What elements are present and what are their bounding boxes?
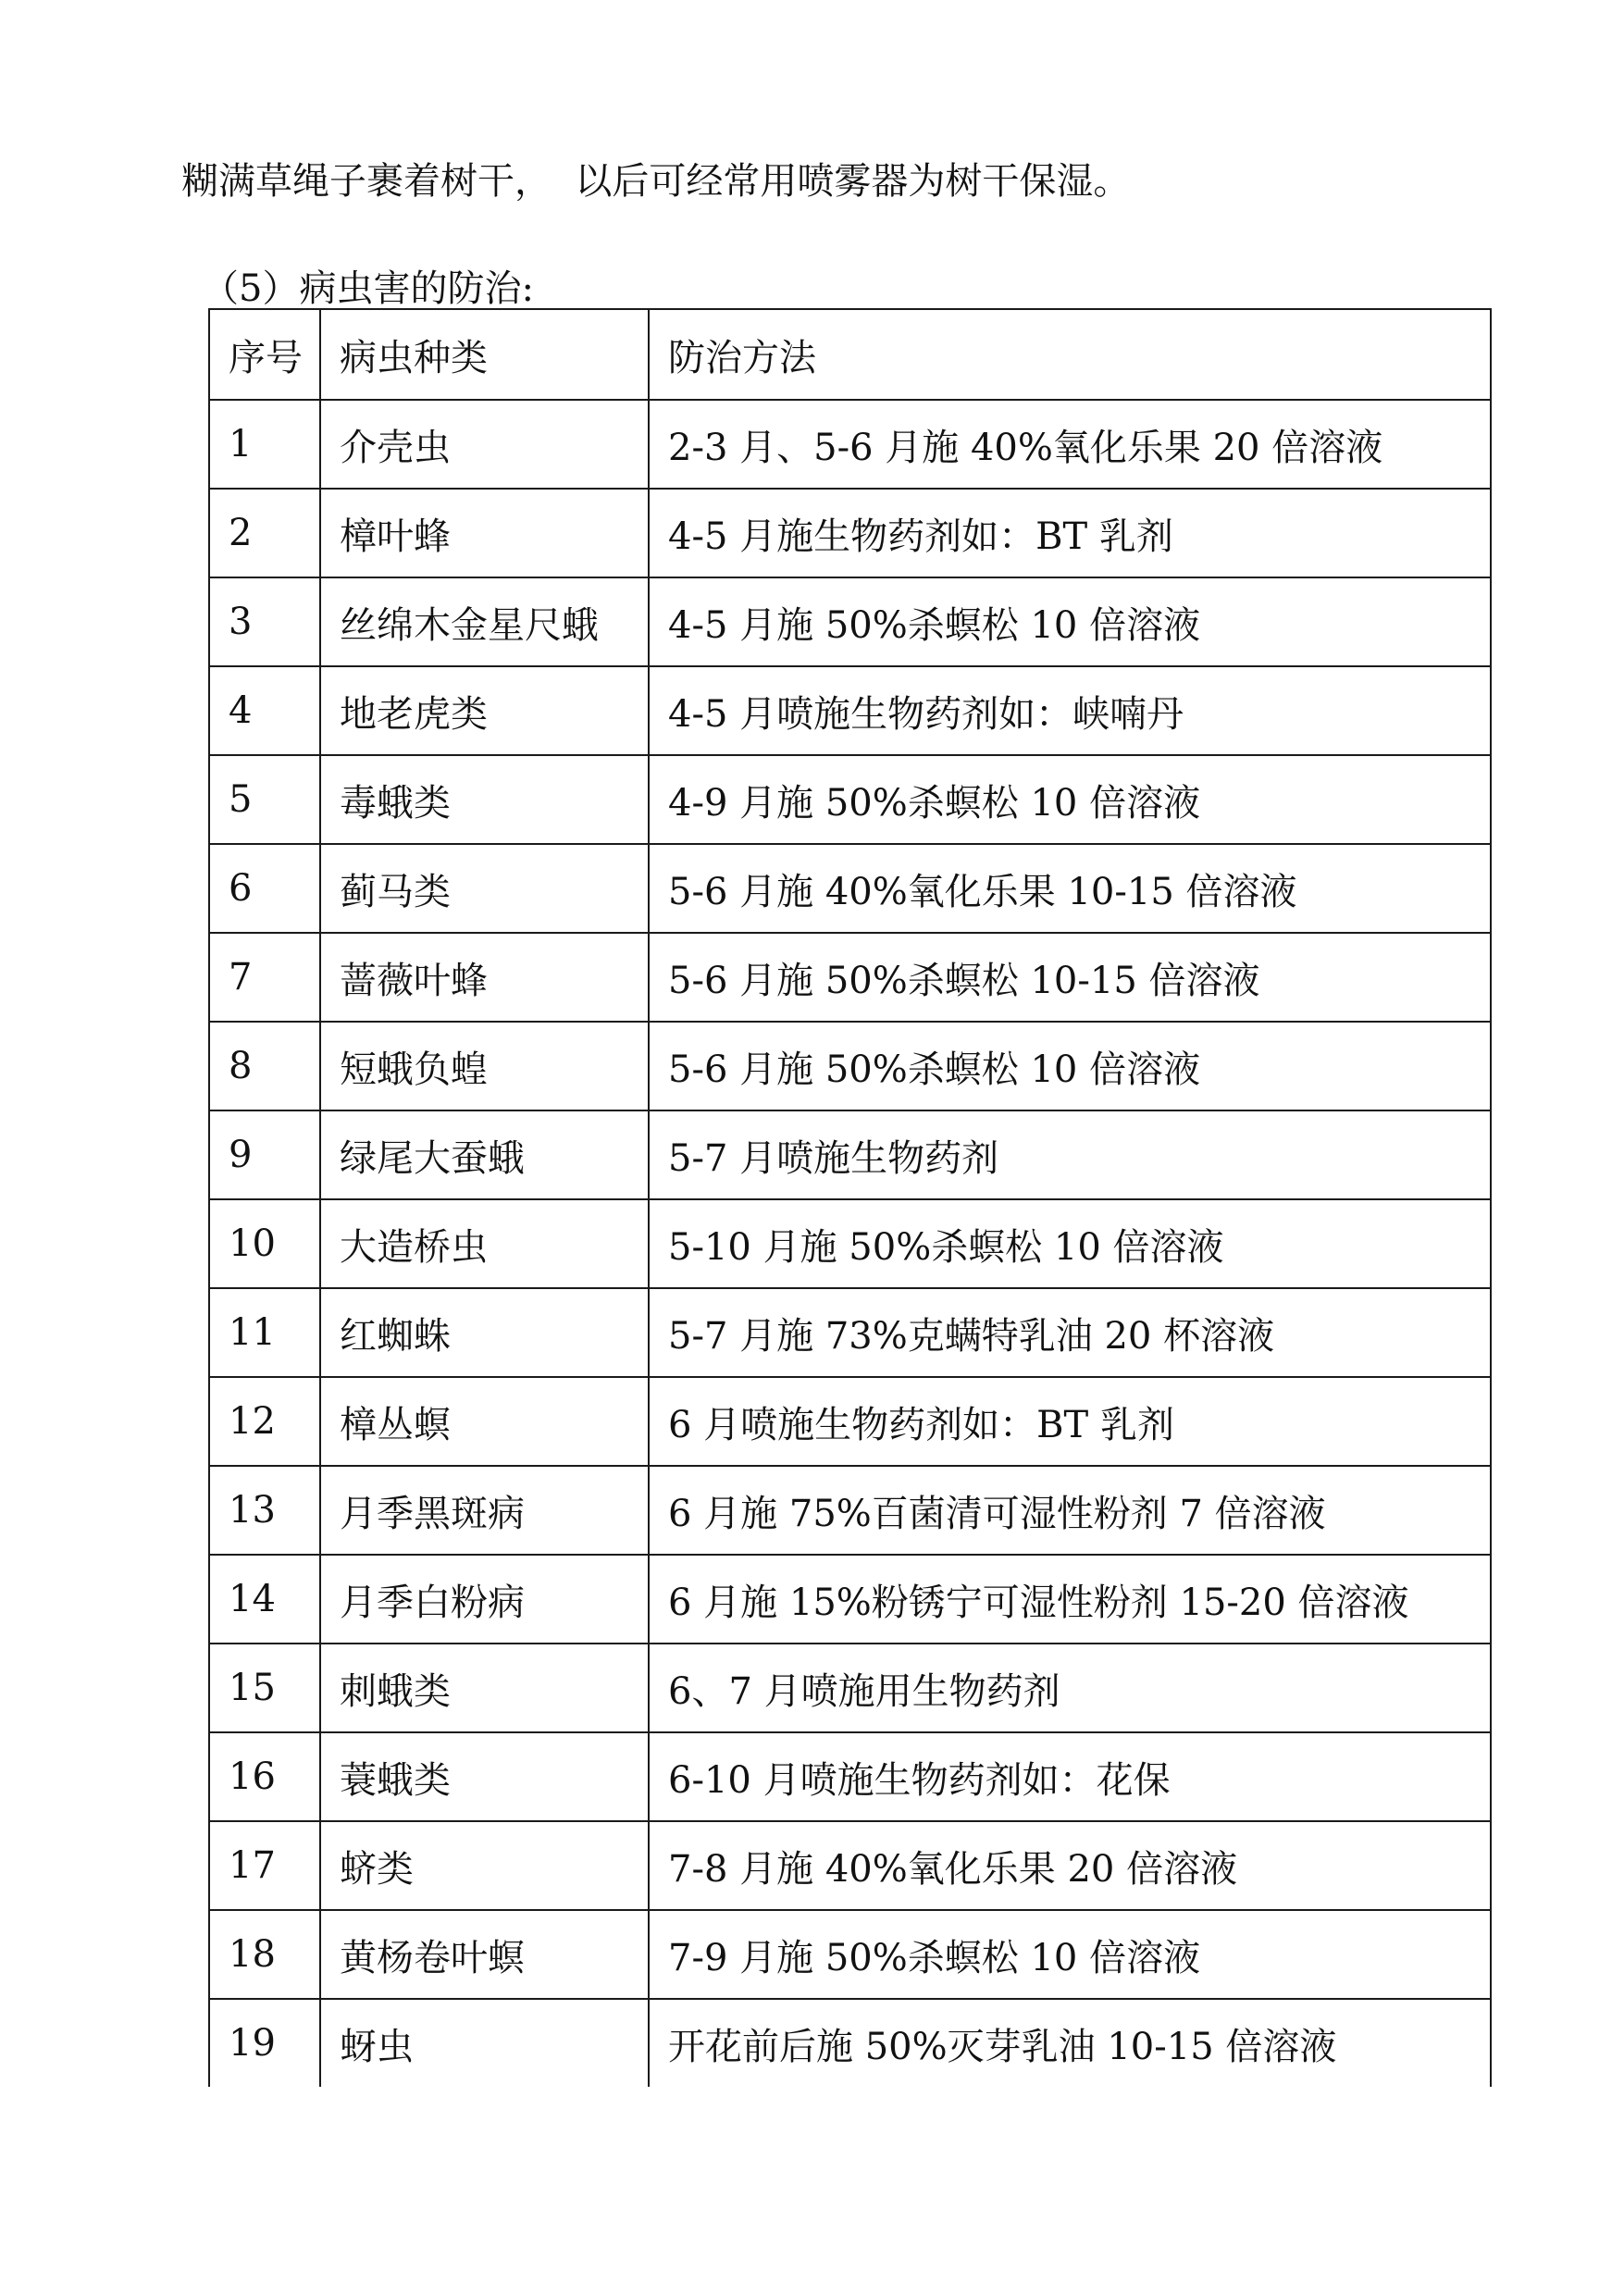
table-row bbox=[209, 1732, 1491, 1821]
cell-pest-type: 大造桥虫 bbox=[320, 1199, 649, 1288]
cell-pest-type: 蚜虫 bbox=[320, 1999, 649, 2087]
cell-pest-type: 丝绵木金星尺蛾 bbox=[320, 577, 649, 666]
cell-method: 5-7 月喷施生物药剂 bbox=[649, 1110, 1491, 1199]
cell-pest-type: 月季黑斑病 bbox=[320, 1466, 649, 1555]
section-title: （5）病虫害的防治: bbox=[202, 267, 534, 310]
cell-pest-type: 红蜘蛛 bbox=[320, 1288, 649, 1377]
cell-index: 2 bbox=[209, 489, 320, 577]
cell-index: 3 bbox=[209, 577, 320, 666]
header-cell-index: 序号 bbox=[209, 309, 320, 400]
cell-index: 9 bbox=[209, 1110, 320, 1199]
table-row bbox=[209, 1377, 1491, 1466]
cell-method: 4-5 月施生物药剂如：BT 乳剂 bbox=[649, 489, 1491, 577]
cell-index: 14 bbox=[209, 1555, 320, 1644]
cell-pest-type: 蓟马类 bbox=[320, 844, 649, 933]
cell-method: 4-5 月喷施生物药剂如：峡喃丹 bbox=[649, 666, 1491, 755]
table-row bbox=[209, 489, 1491, 577]
cell-method: 6 月施 15%粉锈宁可湿性粉剂 15-20 倍溶液 bbox=[649, 1555, 1491, 1644]
table-row bbox=[209, 933, 1491, 1022]
table-row bbox=[209, 1199, 1491, 1288]
cell-method: 5-6 月施 40%氧化乐果 10-15 倍溶液 bbox=[649, 844, 1491, 933]
cell-pest-type: 短蛾负蝗 bbox=[320, 1022, 649, 1110]
cell-index: 17 bbox=[209, 1821, 320, 1910]
cell-index: 6 bbox=[209, 844, 320, 933]
cell-method: 2-3 月、5-6 月施 40%氧化乐果 20 倍溶液 bbox=[649, 400, 1491, 489]
table-row bbox=[209, 666, 1491, 755]
cell-index: 19 bbox=[209, 1999, 320, 2087]
cell-pest-type: 蓑蛾类 bbox=[320, 1732, 649, 1821]
cell-method: 5-7 月施 73%克螨特乳油 20 杯溶液 bbox=[649, 1288, 1491, 1377]
cell-index: 10 bbox=[209, 1199, 320, 1288]
cell-index: 1 bbox=[209, 400, 320, 489]
cell-method: 6-10 月喷施生物药剂如：花保 bbox=[649, 1732, 1491, 1821]
table-row bbox=[209, 1110, 1491, 1199]
header-cell-pest-type: 病虫种类 bbox=[320, 309, 649, 400]
cell-method: 7-8 月施 40%氧化乐果 20 倍溶液 bbox=[649, 1821, 1491, 1910]
table-row bbox=[209, 1555, 1491, 1644]
cell-method: 5-10 月施 50%杀螟松 10 倍溶液 bbox=[649, 1199, 1491, 1288]
cell-pest-type: 绿尾大蚕蛾 bbox=[320, 1110, 649, 1199]
cell-pest-type: 樟叶蜂 bbox=[320, 489, 649, 577]
cell-pest-type: 蔷薇叶蜂 bbox=[320, 933, 649, 1022]
table-row bbox=[209, 1910, 1491, 1999]
cell-index: 12 bbox=[209, 1377, 320, 1466]
cell-method: 5-6 月施 50%杀螟松 10-15 倍溶液 bbox=[649, 933, 1491, 1022]
table-body bbox=[209, 309, 1491, 2087]
table-row bbox=[209, 400, 1491, 489]
cell-pest-type: 蛴类 bbox=[320, 1821, 649, 1910]
cell-method: 开花前后施 50%灭芽乳油 10-15 倍溶液 bbox=[649, 1999, 1491, 2087]
table-row bbox=[209, 1288, 1491, 1377]
cell-method: 6 月施 75%百菌清可湿性粉剂 7 倍溶液 bbox=[649, 1466, 1491, 1555]
cell-pest-type: 介壳虫 bbox=[320, 400, 649, 489]
cell-index: 7 bbox=[209, 933, 320, 1022]
table-row bbox=[209, 755, 1491, 844]
table-row bbox=[209, 1022, 1491, 1110]
cell-method: 4-9 月施 50%杀螟松 10 倍溶液 bbox=[649, 755, 1491, 844]
cell-pest-type: 月季白粉病 bbox=[320, 1555, 649, 1644]
cell-index: 13 bbox=[209, 1466, 320, 1555]
cell-pest-type: 黄杨卷叶螟 bbox=[320, 1910, 649, 1999]
cell-index: 11 bbox=[209, 1288, 320, 1377]
cell-index: 16 bbox=[209, 1732, 320, 1821]
cell-method: 7-9 月施 50%杀螟松 10 倍溶液 bbox=[649, 1910, 1491, 1999]
cell-pest-type: 樟丛螟 bbox=[320, 1377, 649, 1466]
cell-method: 5-6 月施 50%杀螟松 10 倍溶液 bbox=[649, 1022, 1491, 1110]
cell-pest-type: 刺蛾类 bbox=[320, 1644, 649, 1732]
cell-index: 18 bbox=[209, 1910, 320, 1999]
table-row bbox=[209, 1999, 1491, 2087]
pest-control-table bbox=[208, 308, 1492, 2087]
cell-index: 4 bbox=[209, 666, 320, 755]
cell-index: 5 bbox=[209, 755, 320, 844]
cell-index: 8 bbox=[209, 1022, 320, 1110]
table-row bbox=[209, 577, 1491, 666]
table-row bbox=[209, 1466, 1491, 1555]
table-row bbox=[209, 1644, 1491, 1732]
cell-pest-type: 毒蛾类 bbox=[320, 755, 649, 844]
table-row bbox=[209, 844, 1491, 933]
cell-method: 6、7 月喷施用生物药剂 bbox=[649, 1644, 1491, 1732]
table-row bbox=[209, 1821, 1491, 1910]
cell-index: 15 bbox=[209, 1644, 320, 1732]
cell-method: 4-5 月施 50%杀螟松 10 倍溶液 bbox=[649, 577, 1491, 666]
header-cell-method: 防治方法 bbox=[649, 309, 1491, 400]
cell-method: 6 月喷施生物药剂如：BT 乳剂 bbox=[649, 1377, 1491, 1466]
body-paragraph: 糊满草绳子裹着树干， 以后可经常用喷雾器为树干保湿。 bbox=[181, 160, 1131, 203]
cell-pest-type: 地老虎类 bbox=[320, 666, 649, 755]
table-header-row bbox=[209, 309, 1491, 400]
